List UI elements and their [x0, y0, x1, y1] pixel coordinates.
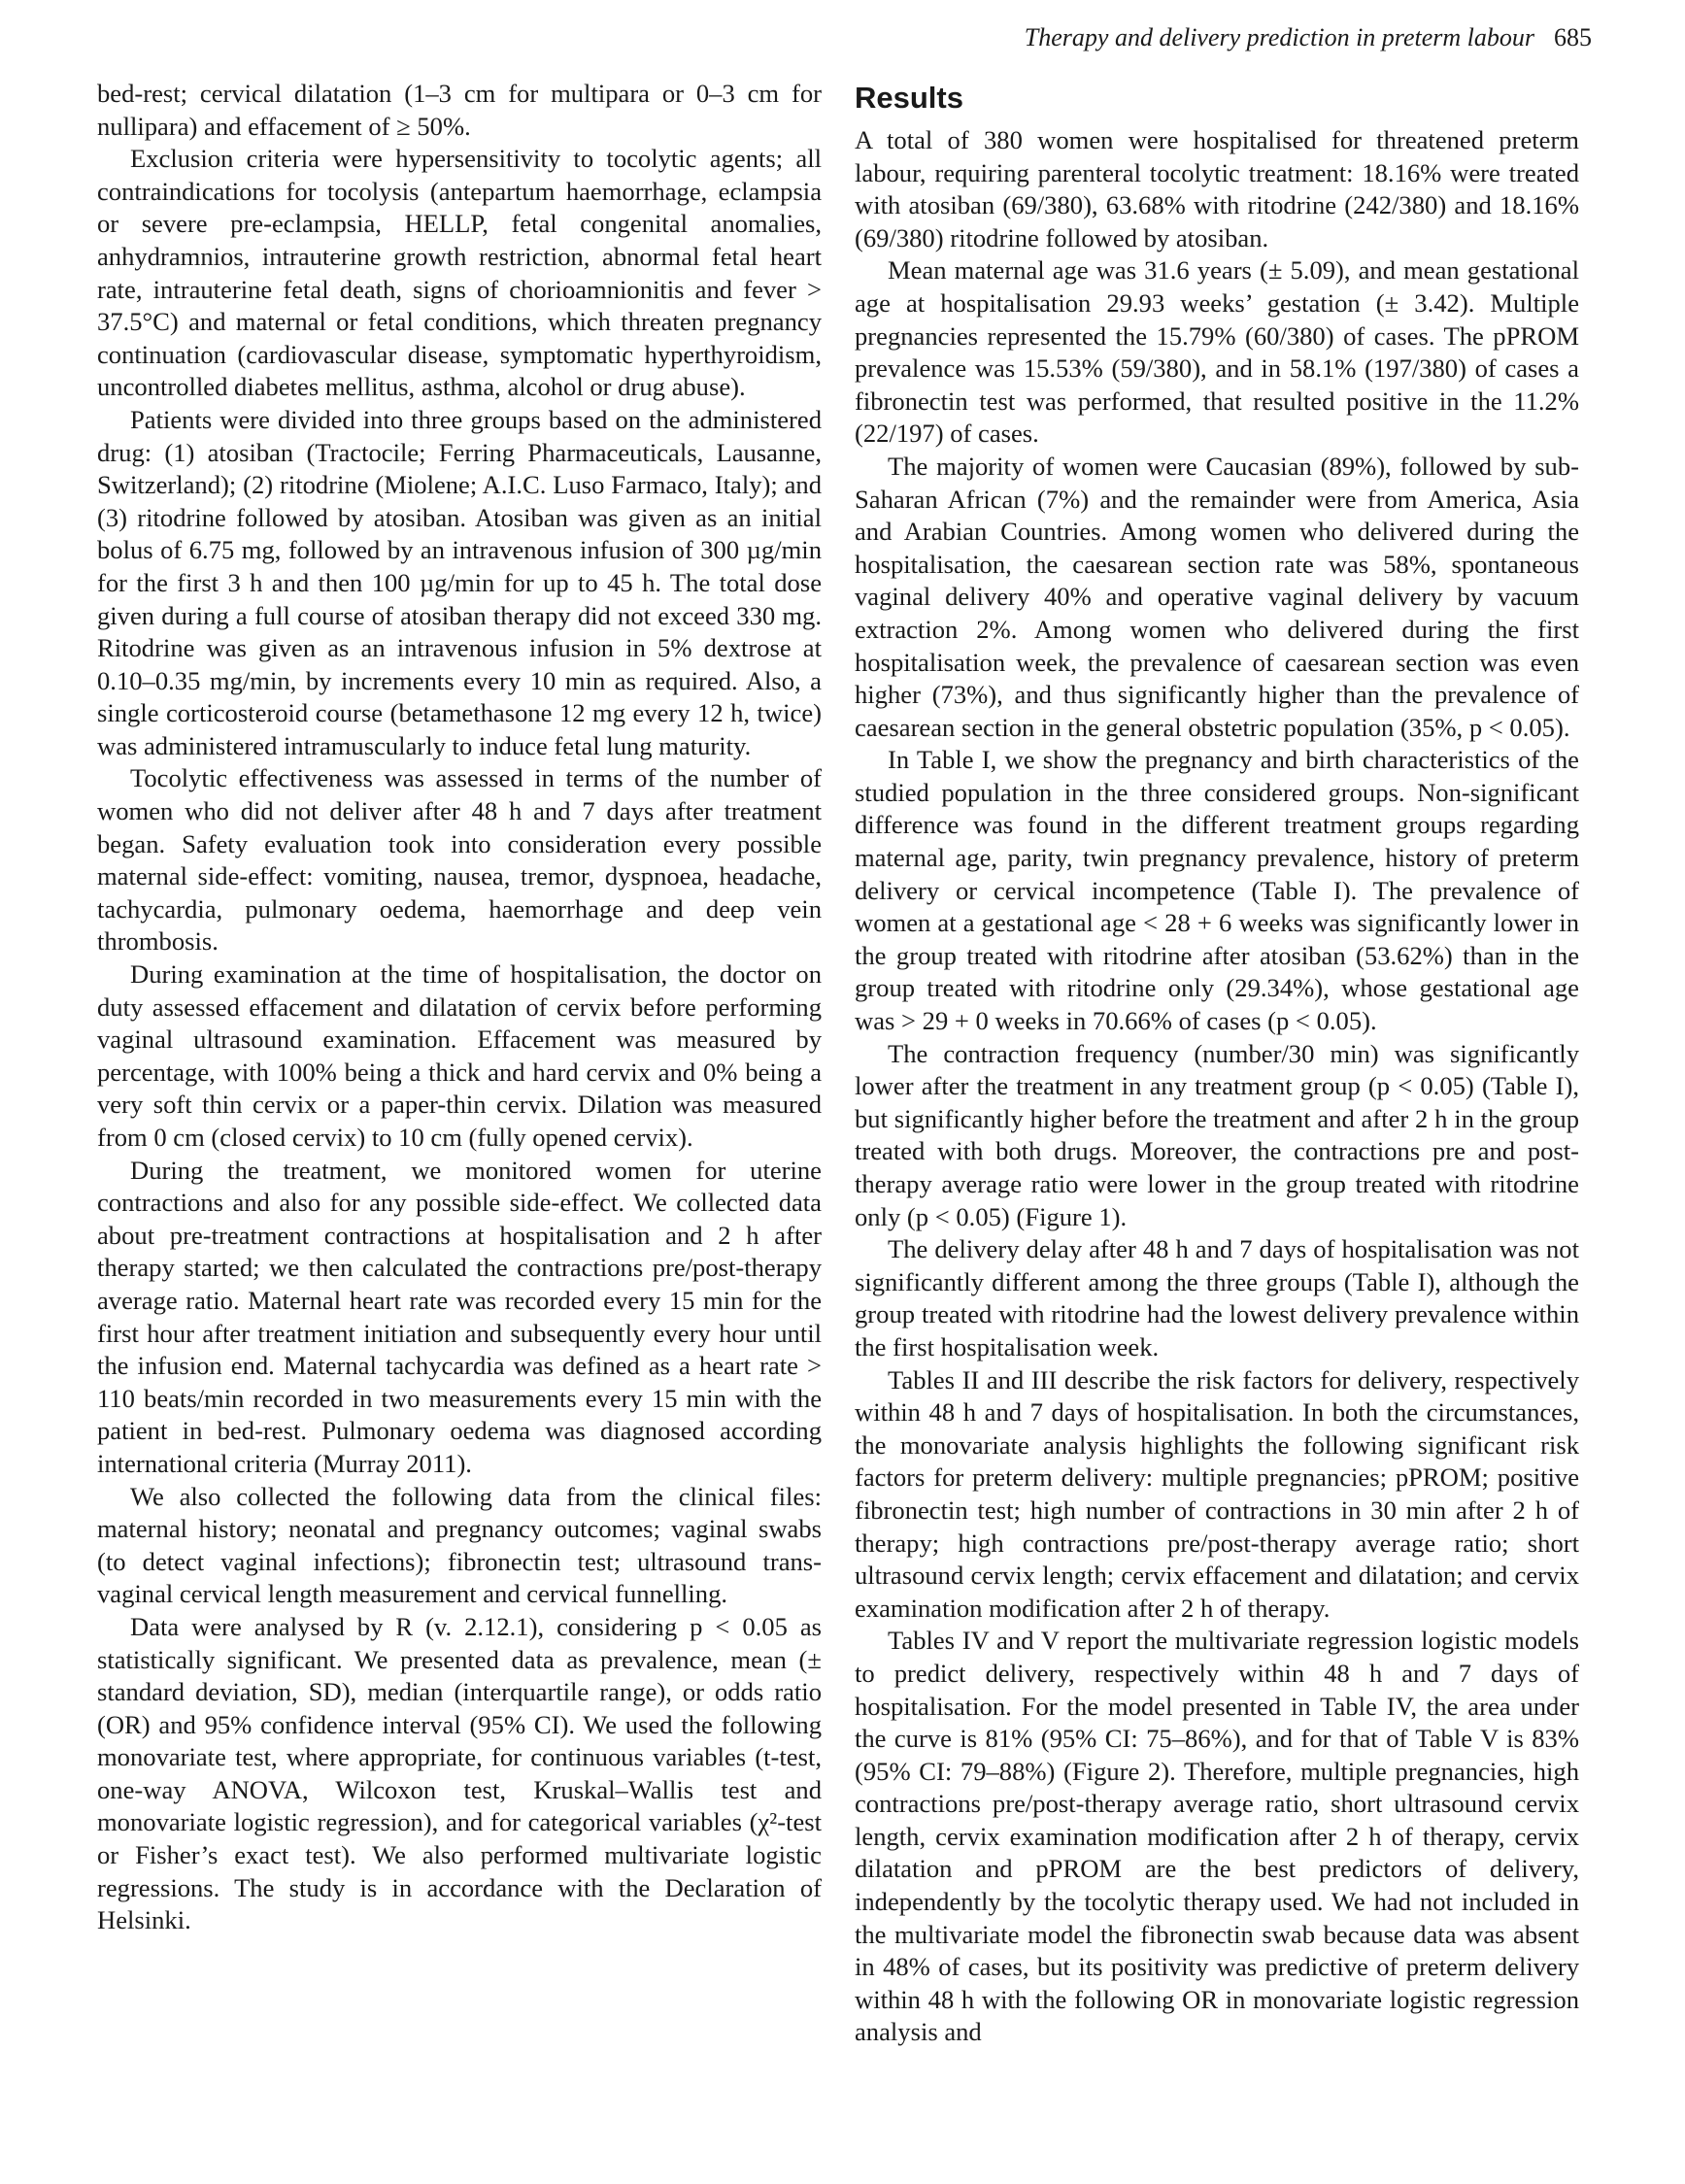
paragraph-statistics: Data were analysed by R (v. 2.12.1), considering p < 0.05 as statistically significant. We presented data as prevalence, mean (± standard deviation, SD), median (interquartile range), or odds ratio (OR) and 95% confidence interval (95% CI). We used the following monovariate test, where appropriate, for continuous variables (t-test, one-way ANOVA, Wilcoxon test, Kruskal–Wallis test and monovariate logistic regression), and for categorical variables (χ²-test or Fisher’s exact test). We also performed multivariate logistic regressions. The study is in accordance with the Declaration of Helsinki. — [97, 1611, 822, 1935]
paragraph-contraction-frequency: The contraction frequency (number/30 min) was significantly lower after the treatment in any treatment group (p < 0.05) (Table I), but significantly higher before the treatment and after 2 h in the group treated with both drugs. Moreover, the contractions pre and post-therapy average ratio were lower in the group treated with ritodrine only (p < 0.05) (Figure 1). — [855, 1038, 1579, 1231]
paragraph-continuation: bed-rest; cervical dilatation (1–3 cm for multipara or 0–3 cm for nullipara) and effacement of ≥ 50%. — [97, 79, 822, 141]
section-heading-results: Results — [855, 81, 963, 115]
running-head — [1025, 21, 1592, 54]
paragraph-monitoring: During the treatment, we monitored women for uterine contractions and also for any possible side-effect. We collected data about pre-treatment contractions at hospitalisation and 2 h after therapy started; we then calculated the contractions pre/post-therapy average ratio. Maternal heart rate was recorded every 15 min for the first hour after treatment initiation and subsequently every hour until the infusion end. Maternal tachycardia was defined as a heart rate > 110 beats/min recorded in two measurements every 15 min with the patient in bed-rest. Pulmonary oedema was diagnosed according international criteria (Murray 2011). — [97, 1155, 822, 1478]
paragraph-patient-groups: Patients were divided into three groups based on the administered drug: (1) atosiban (Tractocile; Ferring Pharmaceuticals, Lausanne, Switzerland); (2) ritodrine (Miolene; A.I.C. Luso Farmaco, Italy); and (3) ritodrine followed by atosiban. Atosiban was given as an initial bolus of 6.75 mg, followed by an intravenous infusion of 300 µg/min for the first 3 h and then 100 µg/min for up to 45 h. The total dose given during a full course of atosiban therapy did not exceed 330 mg. Ritodrine was given as an intravenous infusion in 5% dextrose at 0.10–0.35 mg/min, by increments every 10 min as required. Also, a single corticosteroid course (betamethasone 12 mg every 12 h, twice) was administered intramuscularly to induce fetal lung maturity. — [97, 404, 822, 760]
paragraph-cervix-examination: During examination at the time of hospitalisation, the doctor on duty assessed effacement and dilatation of cervix before performing vaginal ultrasound examination. Effacement was measured by percentage, with 100% being a thick and hard cervix and 0% being a very soft thin cervix or a paper-thin cervix. Dilation was measured from 0 cm (closed cervix) to 10 cm (fully opened cervix). — [97, 959, 822, 1152]
running-title: Therapy and delivery prediction in preterm labour — [1024, 23, 1534, 51]
right-column — [855, 78, 1579, 2049]
paragraph-tocolytic-effectiveness: Tocolytic effectiveness was assessed in terms of the number of women who did not deliver after 48 h and 7 days after treatment began. Safety evaluation took into consideration every possible maternal side-effect: vomiting, nausea, tremor, dyspnoea, headache, tachycardia, pulmonary oedema, haemorrhage and deep vein thrombosis. — [97, 763, 822, 957]
paragraph-multivariate: Tables IV and V report the multivariate regression logistic models to predict delivery, respectively within 48 h and 7 days of hospitalisation. For the model presented in Table IV, the area under the curve is 81% (95% CI: 75–86%), and for that of Table V is 83% (95% CI: 79–88%) (Figure 2). Therefore, multiple pregnancies, high contractions pre/post-therapy average ratio, short ultrasound cervix length, cervix examination modification after 2 h of therapy, cervix dilatation and pPROM are the best predictors of delivery, independently by the tocolytic therapy used. We had not included in the multivariate model the fibronectin swab because data was absent in 48% of cases, but its positivity was predictive of preterm delivery within 48 h with the following OR in monovariate logistic regression analysis and — [855, 1626, 1579, 2047]
paragraph-delivery-delay: The delivery delay after 48 h and 7 days of hospitalisation was not significantly different among the three groups (Table I), although the group treated with ritodrine had the lowest delivery prevalence within the first hospitalisation week. — [855, 1234, 1579, 1361]
paragraph-population: A total of 380 women were hospitalised for threatened preterm labour, requiring parenteral tocolytic treatment: 18.16% were treated with atosiban (69/380), 63.68% with ritodrine (242/380) and 18.16% (69/380) ritodrine followed by atosiban. — [855, 125, 1579, 252]
page-number: 685 — [1554, 23, 1592, 51]
paragraph-risk-factors: Tables II and III describe the risk factors for delivery, respectively within 48 h and 7 days of hospitalisation. In both the circumstances, the monovariate analysis highlights the following significant risk factors for preterm delivery: multiple pregnancies; pPROM; positive fibronectin test; high number of contractions in 30 min after 2 h of therapy; high contractions pre/post-therapy average ratio; short ultrasound cervix length; cervix effacement and dilatation; and cervix examination modification after 2 h of therapy. — [855, 1364, 1579, 1623]
paragraph-table-one: In Table I, we show the pregnancy and birth characteristics of the studied population in the three considered groups. Non-significant difference was found in the different treatment groups regarding maternal age, parity, twin pregnancy prevalence, history of preterm delivery or cervical incompetence (Table I). The prevalence of women at a gestational age < 28 + 6 weeks was significantly lower in the group treated with ritodrine after atosiban (53.62%) than in the group treated with ritodrine only (29.34%), whose gestational age was > 29 + 0 weeks in 70.66% of cases (p < 0.05). — [855, 745, 1579, 1036]
paragraph-ethnicity: The majority of women were Caucasian (89%), followed by sub-Saharan African (7%) and the remainder were from America, Asia and Arabian Countries. Among women who delivered during the hospitalisation, the caesarean section rate was 58%, spontaneous vaginal delivery 40% and operative vaginal delivery by vacuum extraction 2%. Among women who delivered during the first hospitalisation week, the prevalence of caesarean section was even higher (73%), and thus significantly higher than the prevalence of caesarean section in the general obstetric population (35%, p < 0.05). — [855, 451, 1579, 742]
paragraph-clinical-files: We also collected the following data from the clinical files: maternal history; neonatal and pregnancy outcomes; vaginal swabs (to detect vaginal infections); fibronectin test; ultrasound trans-vaginal cervical length measurement and cervical funnelling. — [97, 1481, 822, 1609]
paragraph-exclusion-criteria: Exclusion criteria were hypersensitivity to tocolytic agents; all contraindications for tocolysis (antepartum haemorrhage, eclampsia or severe pre-eclampsia, HELLP, fetal congenital anomalies, anhydramnios, intrauterine growth restriction, abnormal fetal heart rate, intrauterine fetal death, signs of chorioamnionitis and fever > 37.5°C) and maternal or fetal conditions, which threaten pregnancy continuation (cardiovascular disease, symptomatic hyperthyroidism, uncontrolled diabetes mellitus, asthma, alcohol or drug abuse). — [97, 144, 822, 402]
paragraph-maternal-age: Mean maternal age was 31.6 years (± 5.09), and mean gestational age at hospitalisation 29.93 weeks’ gestation (± 3.42). Multiple pregnancies represented the 15.79% (60/380) of cases. The pPROM prevalence was 15.53% (59/380), and in 58.1% (197/380) of cases a fibronectin test was performed, that resulted positive in the 11.2% (22/197) of cases. — [855, 255, 1579, 449]
left-column — [97, 78, 822, 1937]
